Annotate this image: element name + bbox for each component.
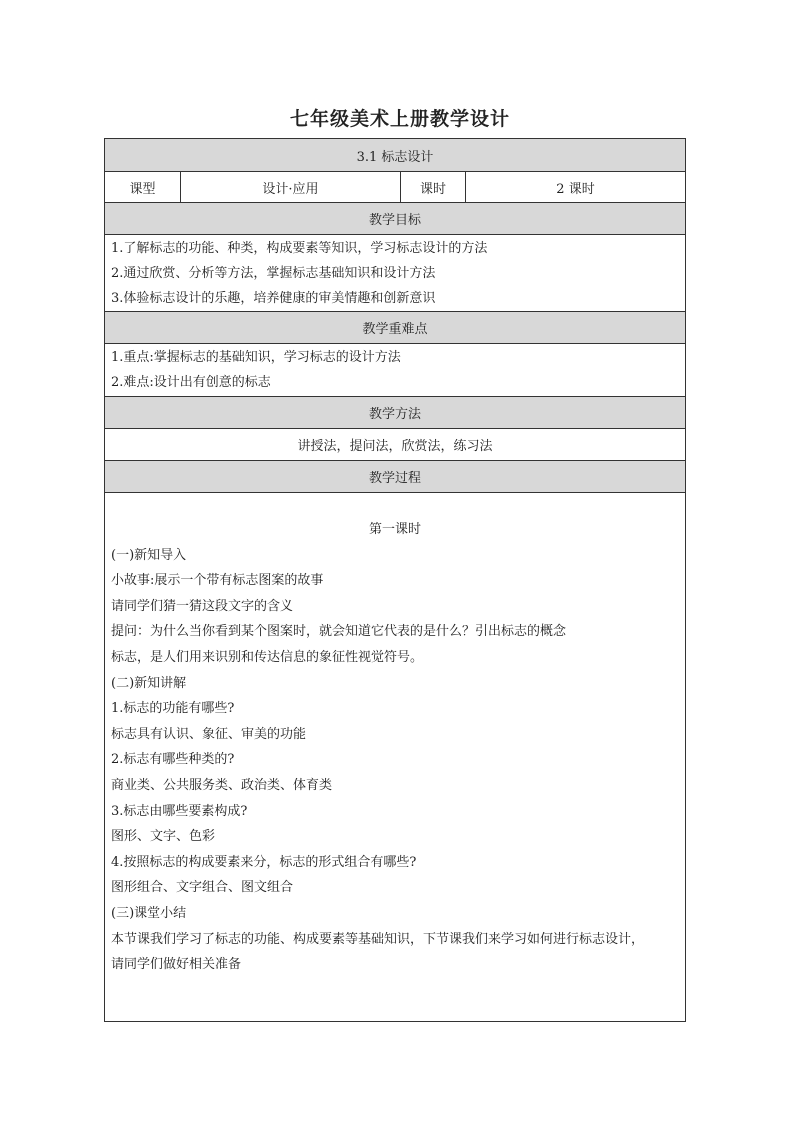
process-line: 请同学们做好相关准备 <box>111 957 242 973</box>
document-title: 七年级美术上册教学设计 <box>289 108 510 130</box>
process-line: 标志，是人们用来识别和传达信息的象征性视觉符号。 <box>111 649 424 665</box>
process-line: 本节课我们学习了标志的功能、构成要素等基础知识，下节课我们来学习如何进行标志设计， <box>111 931 645 947</box>
process-heading: 教学过程 <box>105 461 686 493</box>
objective-item: 3.体验标志设计的乐趣，培养健康的审美情趣和创新意识 <box>111 290 436 306</box>
process-line: 商业类、公共服务类、政治类、体育类 <box>111 777 333 793</box>
key-points-list <box>105 344 686 397</box>
process-line: 2.标志有哪些种类的? <box>111 752 235 768</box>
lesson-plan-table <box>104 138 686 1022</box>
process-line: 4.按照标志的构成要素来分，标志的形式组合有哪些? <box>111 854 417 870</box>
session-title: 第一课时 <box>368 522 421 537</box>
methods-heading: 教学方法 <box>105 397 686 429</box>
process-line: (一)新知导入 <box>111 547 187 563</box>
process-line: (二)新知讲解 <box>111 675 187 691</box>
key-points-heading: 教学重难点 <box>105 312 686 344</box>
process-line: 提问：为什么当你看到某个图案时，就会知道它代表的是什么？引出标志的概念 <box>111 624 567 640</box>
process-line: 请同学们猜一猜这段文字的含义 <box>111 598 294 614</box>
class-hours-label: 课时 <box>401 172 466 203</box>
process-line: 小故事:展示一个带有标志图案的故事 <box>111 573 324 589</box>
process-line: 图形、文字、色彩 <box>111 829 216 845</box>
key-point-item: 1.重点:掌握标志的基础知识，学习标志的设计方法 <box>111 350 401 365</box>
process-line: 3.标志由哪些要素构成? <box>111 803 248 819</box>
lesson-type-value: 设计·应用 <box>181 172 401 203</box>
lesson-title: 3.1 标志设计 <box>105 139 686 172</box>
objective-item: 2.通过欣赏、分析等方法，掌握标志基础知识和设计方法 <box>111 265 436 281</box>
lesson-type-label: 课型 <box>105 172 181 203</box>
objectives-list <box>105 235 686 312</box>
process-content <box>105 493 686 1022</box>
process-line: 图形组合、文字组合、图文组合 <box>111 880 294 896</box>
process-line: 标志具有认识、象征、审美的功能 <box>111 726 307 742</box>
process-line: (三)课堂小结 <box>111 905 187 921</box>
objective-item: 1.了解标志的功能、种类，构成要素等知识，学习标志设计的方法 <box>111 240 488 256</box>
objectives-heading: 教学目标 <box>105 203 686 235</box>
class-hours-value: 2 课时 <box>466 172 686 203</box>
key-point-item: 2.难点:设计出有创意的标志 <box>111 375 271 390</box>
methods-text: 讲授法，提问法，欣赏法，练习法 <box>105 429 686 461</box>
process-line: 1.标志的功能有哪些? <box>111 701 235 717</box>
